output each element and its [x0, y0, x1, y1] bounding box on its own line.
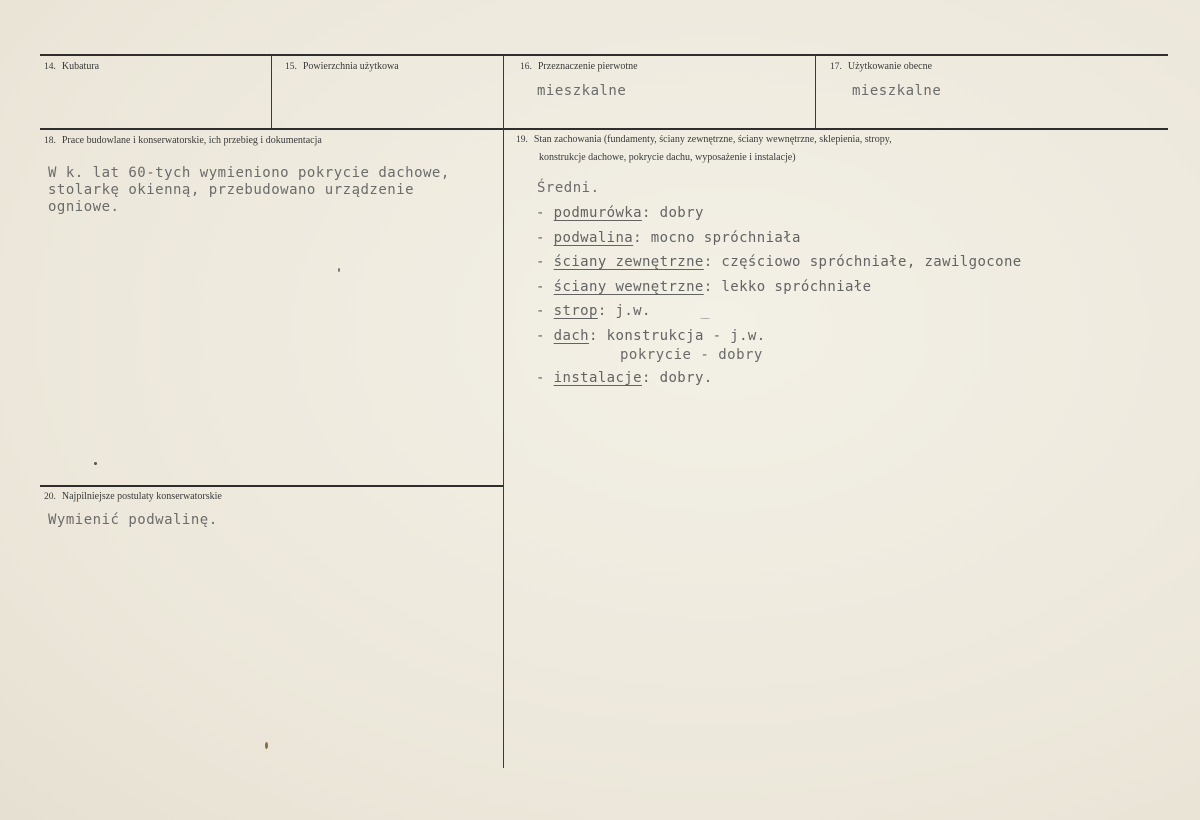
field-16-title: Przeznaczenie pierwotne: [537, 61, 638, 72]
field-18-line-2: stolarkę okienną, przebudowano urządzenie: [48, 182, 415, 198]
field-18-line-3: ogniowe.: [48, 199, 120, 215]
middle-rule: [40, 128, 1168, 130]
field-18-number: 18.: [44, 136, 56, 146]
divider-16-17: [815, 55, 816, 128]
paper-speck: [700, 318, 710, 319]
field-14-label: [44, 61, 99, 72]
condition-item: [536, 303, 1022, 328]
divider-15-16: [503, 55, 504, 768]
condition-item: [536, 328, 1022, 370]
divider-14-15: [271, 55, 272, 128]
field-18-label: [44, 135, 322, 146]
field-19-number: 19.: [516, 135, 528, 145]
condition-value: : konstrukcja - j.w.: [589, 327, 766, 344]
condition-key: dach: [553, 327, 589, 344]
condition-item: [536, 370, 1022, 395]
condition-key: ściany zewnętrzne: [553, 254, 704, 270]
field-17-number: 17.: [830, 62, 842, 72]
field-20-label: [44, 491, 222, 502]
field-15-title: Powierzchnia użytkowa: [302, 61, 399, 72]
condition-value: : mocno spróchniała: [633, 229, 801, 246]
condition-item: [536, 254, 1022, 279]
condition-dash: -: [536, 205, 554, 221]
condition-key: podwalina: [553, 229, 634, 246]
field-20-number: 20.: [44, 492, 56, 502]
field-18-title: Prace budowlane i konserwatorskie, ich przebieg i dokumentacja: [61, 135, 322, 146]
condition-value: : dobry.: [641, 369, 713, 386]
condition-summary: Średni.: [537, 180, 600, 196]
condition-key: strop: [553, 303, 598, 319]
field-20-title: Najpilniejsze postulaty konserwatorskie: [61, 491, 222, 502]
field-16-label: [520, 61, 638, 72]
condition-item: [536, 279, 1022, 304]
condition-dash: -: [536, 327, 554, 344]
condition-value: : lekko spróchniałe: [703, 278, 872, 295]
condition-key: instalacje: [553, 369, 642, 386]
field-18-line-1: W k. lat 60-tych wymieniono pokrycie dachowe,: [48, 165, 450, 181]
condition-dash: -: [536, 369, 554, 386]
field-15-number: 15.: [285, 62, 297, 72]
field-14-title: Kubatura: [61, 61, 100, 72]
field-17-title: Użytkowanie obecne: [847, 61, 933, 72]
condition-dash: -: [536, 254, 554, 270]
condition-dach-sub: pokrycie - dobry: [620, 347, 763, 363]
condition-dash: -: [536, 303, 554, 319]
field-16-number: 16.: [520, 62, 532, 72]
field-14-number: 14.: [44, 62, 56, 72]
condition-dash: -: [536, 278, 554, 295]
paper-speck: [265, 742, 268, 749]
condition-key: ściany wewnętrzne: [553, 278, 704, 295]
paper-speck: [338, 268, 340, 272]
condition-value: : j.w.: [597, 303, 651, 319]
condition-value: : częściowo spróchniałe, zawilgocone: [703, 254, 1022, 270]
condition-item: [536, 205, 1022, 230]
field-15-label: [285, 61, 399, 72]
paper-speck: [94, 462, 97, 465]
condition-dash: -: [536, 229, 554, 246]
top-rule: [40, 54, 1168, 56]
condition-item: [536, 230, 1022, 255]
field-17-value: mieszkalne: [852, 83, 942, 99]
field-19-label-line-1: [516, 134, 892, 145]
field-17-label: [830, 61, 932, 72]
field-16-value: mieszkalne: [537, 83, 627, 99]
condition-key: podmurówka: [553, 205, 642, 221]
condition-list: [536, 205, 1022, 394]
left-section-rule: [40, 485, 503, 487]
field-20-value: Wymienić podwalinę.: [48, 512, 218, 528]
condition-value: : dobry: [641, 205, 704, 221]
field-19-label-line-2: konstrukcje dachowe, pokrycie dachu, wyposażenie i instalacje): [539, 152, 796, 163]
field-19-title: Stan zachowania (fundamenty, ściany zewnętrzne, ściany wewnętrzne, sklepienia, stropy,: [533, 134, 892, 145]
